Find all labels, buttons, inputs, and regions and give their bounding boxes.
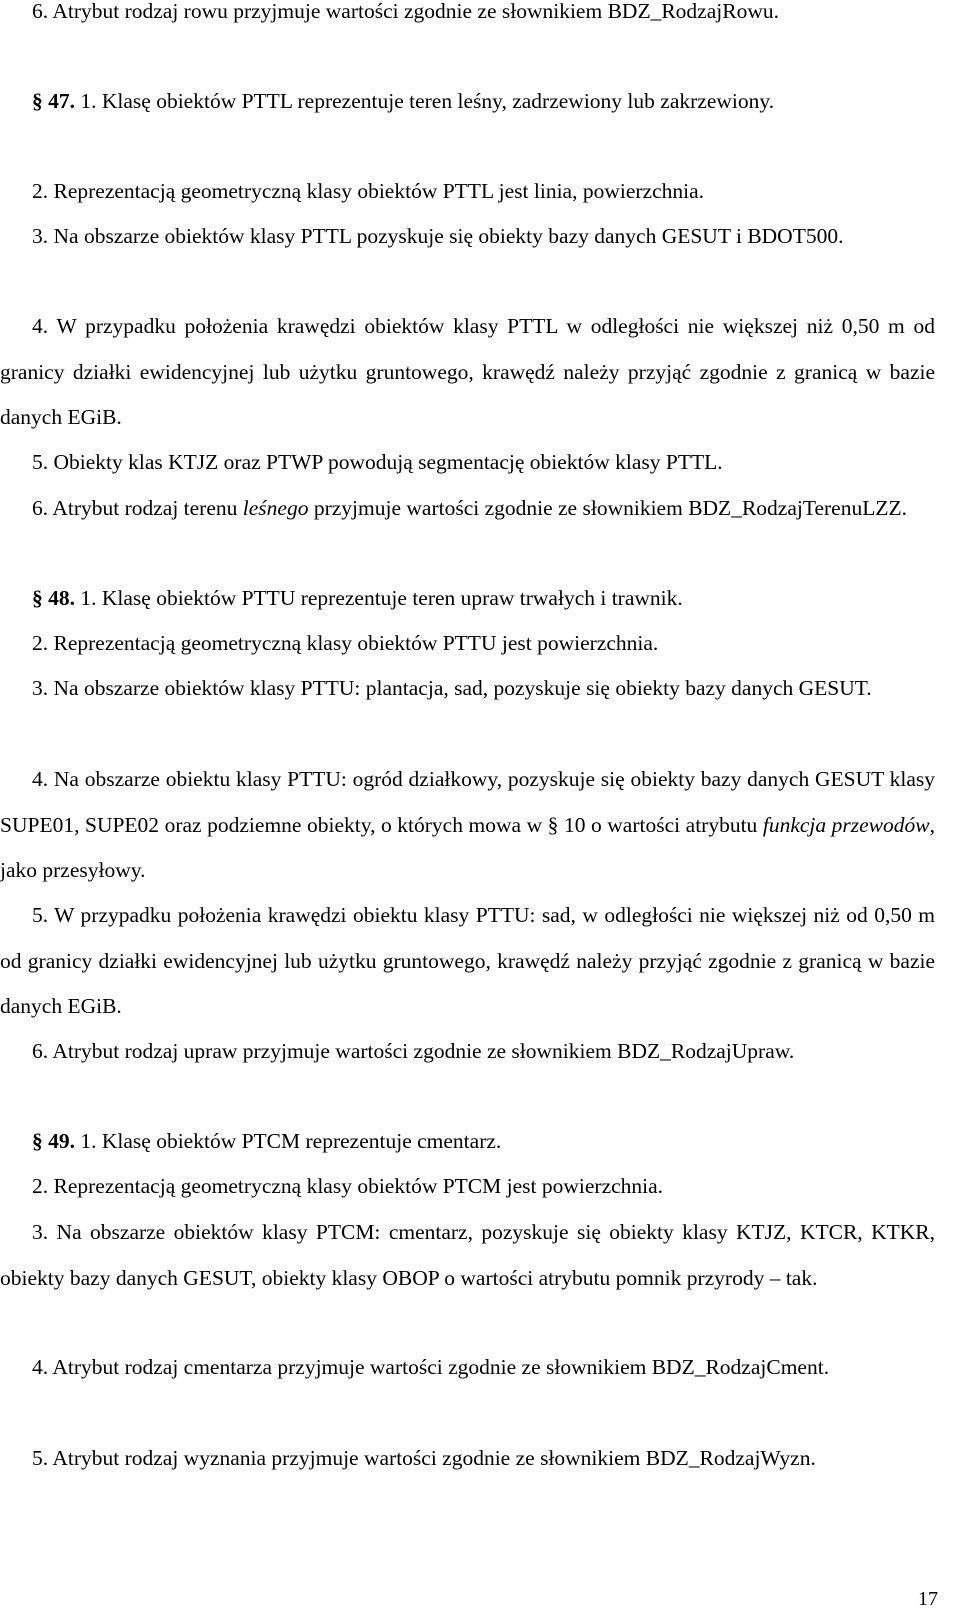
page-number: 17	[918, 1588, 938, 1610]
text-line: 6. Atrybut rodzaj rowu przyjmuje wartości zgodnie ze słownikiem	[32, 0, 603, 23]
section-number: § 49.	[32, 1129, 75, 1153]
paragraph	[0, 169, 935, 215]
text-line: 1. Klasę obiektów PTCM reprezentuje cmentarz.	[75, 1129, 502, 1153]
text-line: , jako przesyłowy.	[0, 812, 935, 882]
paragraph	[0, 1210, 935, 1301]
text-line: BDOT500.	[747, 224, 844, 248]
paragraph	[0, 1164, 935, 1210]
text-line: pomnik przyrody – tak.	[615, 1265, 818, 1290]
text-line: KTCR, KTKR, obiekty bazy danych GESUT, obiekty klasy OBOP o wartości atrybutu	[0, 1220, 935, 1290]
text-line: przyjmuje wartości zgodnie ze słownikiem	[308, 496, 683, 520]
text-line: 3. Na obszarze obiektów klasy PTTL pozyskuje się obiekty bazy danych GESUT i	[32, 224, 742, 248]
italic-term: funkcja przewodów	[762, 812, 930, 837]
paragraph	[0, 1345, 935, 1391]
paragraph	[0, 1029, 935, 1075]
text-line: BDZ_RodzajCment.	[651, 1355, 830, 1379]
paragraph	[0, 666, 935, 712]
text-line: BDZ_RodzajUpraw.	[617, 1039, 795, 1063]
text-line: BDZ_RodzajTerenuLZZ.	[688, 496, 907, 520]
paragraph	[0, 440, 935, 486]
text-line: 6. Atrybut rodzaj terenu	[32, 496, 243, 520]
text-line: 1. Klasę obiektów PTTL reprezentuje teren leśny, zadrzewiony lub	[75, 89, 655, 113]
italic-term: leśnego	[242, 496, 309, 520]
text-line: 2. Reprezentacją geometryczną klasy obiektów PTCM jest powierzchnia.	[32, 1174, 664, 1198]
text-line: 5. Obiekty klas KTJZ oraz PTWP powodują segmentację obiektów klasy PTTL.	[32, 450, 723, 474]
text-line: 4. Na obszarze obiektu klasy PTTU: ogród działkowy, pozyskuje się obiekty bazy	[32, 767, 742, 791]
paragraph	[0, 893, 935, 1030]
text-line: większej niż od 0,50 m od granicy działki ewidencyjnej lub użytku gruntowego,	[0, 903, 936, 973]
text-line: zakrzewiony.	[660, 89, 775, 113]
paragraph	[0, 214, 935, 260]
paragraph	[0, 757, 935, 894]
text-line: 1. Klasę obiektów PTTU reprezentuje teren upraw trwałych i trawnik.	[75, 586, 683, 610]
section-number: § 48.	[32, 586, 75, 610]
text-line: 4. Atrybut rodzaj cmentarza przyjmuje wartości zgodnie ze słownikiem	[32, 1355, 647, 1379]
text-line: danych GESUT klasy SUPE01, SUPE02 oraz podziemne obiekty, o których mowa w §	[0, 767, 936, 837]
text-line: 2. Reprezentacją geometryczną klasy obiektów PTTU jest powierzchnia.	[32, 631, 659, 655]
text-line: 6. Atrybut rodzaj upraw przyjmuje wartości zgodnie ze słownikiem	[32, 1039, 612, 1063]
text-line: BDZ_RodzajRowu.	[607, 0, 779, 23]
text-line: 5. W przypadku położenia krawędzi obiektu klasy PTTU: sad, w odległości nie	[32, 903, 726, 927]
text-line: BDZ_RodzajWyzn.	[645, 1446, 816, 1470]
paragraph	[0, 621, 935, 667]
paragraph	[0, 1436, 935, 1482]
paragraph	[0, 486, 935, 532]
section-number: § 47.	[32, 89, 75, 113]
text-line: 3. Na obszarze obiektów klasy PTCM: cmentarz, pozyskuje się obiekty klasy KTJZ,	[32, 1220, 792, 1244]
text-line: 2. Reprezentacją geometryczną klasy obiektów PTTL jest linia, powierzchnia.	[32, 179, 705, 203]
paragraph	[0, 576, 935, 622]
text-line: 10 o wartości atrybutu	[563, 812, 763, 837]
paragraph	[0, 0, 935, 35]
text-line: danych GESUT.	[731, 676, 872, 700]
text-line: niż 0,50 m od granicy działki ewidencyjnej lub użytku gruntowego, krawędź należy	[0, 314, 935, 384]
paragraph	[0, 79, 935, 125]
text-line: 3. Na obszarze obiektów klasy PTTU: plantacja, sad, pozyskuje się obiekty bazy	[32, 676, 726, 700]
paragraph	[0, 304, 935, 441]
paragraph	[0, 1119, 935, 1165]
text-line: krawędź należy przyjąć zgodnie z granicą w bazie danych EGiB.	[0, 948, 935, 1018]
text-line: 5. Atrybut rodzaj wyznania przyjmuje wartości zgodnie ze słownikiem	[32, 1446, 641, 1470]
text-line: przyjąć zgodnie z granicą w bazie danych EGiB.	[0, 359, 936, 429]
text-line: 4. W przypadku położenia krawędzi obiektów klasy PTTL w odległości nie większej	[32, 314, 798, 338]
